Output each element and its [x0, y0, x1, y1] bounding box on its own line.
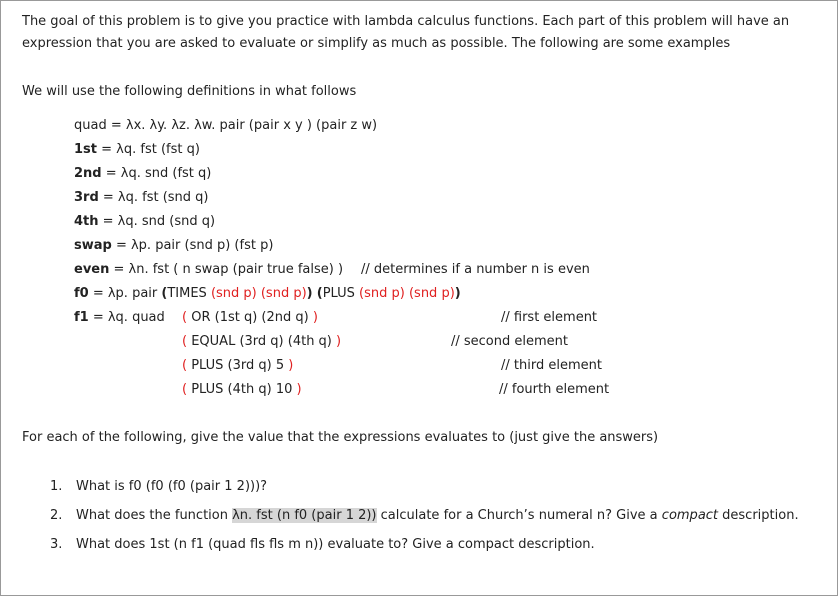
f1-row-comment: // third element [501, 358, 602, 373]
def-f0 [74, 285, 461, 303]
def-f0-paren: ( [161, 286, 168, 301]
def-1st [74, 141, 200, 159]
question-2-pre: What does the function [76, 508, 233, 523]
emphasis-compact: compact [661, 508, 719, 523]
def-f0-times-args: (snd p) (snd p) [210, 286, 307, 301]
def-1st-name: 1st [74, 142, 97, 157]
def-swap-name: swap [74, 238, 112, 253]
f1-row-body: PLUS (3rd q) 5 [191, 358, 289, 373]
f1-row [182, 333, 341, 351]
def-quad [74, 117, 377, 135]
f1-row-close: ) [336, 334, 342, 349]
f1-row-close: ) [296, 382, 302, 397]
def-quad-name: quad [74, 118, 107, 133]
f1-row-open: ( [182, 382, 192, 397]
f1-row-body: EQUAL (3rd q) (4th q) [191, 334, 337, 349]
def-f1 [74, 309, 165, 327]
def-1st-body: = λq. fst (fst q) [97, 142, 200, 157]
def-f0-name: f0 [74, 286, 89, 301]
f1-row-close: ) [288, 358, 294, 373]
question-text [76, 507, 799, 525]
def-f1-name: f1 [74, 310, 89, 325]
f1-row [182, 381, 302, 399]
intro-line-1: The goal of this problem is to give you practice with lambda calculus functions. Each part of this problem will have an [22, 14, 790, 29]
definitions-intro: We will use the following definitions in what follows [22, 84, 357, 99]
def-3rd-name: 3rd [74, 190, 99, 205]
f1-row-body: PLUS (4th q) 10 [191, 382, 297, 397]
f1-row-comment: // first element [501, 310, 598, 325]
def-quad-body: = λx. λy. λz. λw. pair (pair x y ) (pair z w) [106, 118, 378, 133]
intro-line-2: expression that you are asked to evaluate or simplify as much as possible. The following are some examples [22, 36, 731, 51]
def-2nd [74, 165, 211, 183]
question-2-mid: calculate for a Church’s numeral n? Give a [376, 508, 662, 523]
def-f0-plus: PLUS [322, 286, 360, 301]
def-swap-body: = λp. pair (snd p) (fst p) [111, 238, 274, 253]
f1-row-open: ( [182, 310, 192, 325]
f1-row-comment: // fourth element [499, 382, 610, 397]
def-f0-plus-args: (snd p) (snd p) [359, 286, 455, 301]
def-3rd [74, 189, 209, 207]
def-4th [74, 213, 215, 231]
f1-row-open: ( [182, 334, 192, 349]
def-2nd-name: 2nd [74, 166, 102, 181]
f1-row [182, 357, 293, 375]
def-even [74, 261, 343, 279]
def-even-body: = λn. fst ( n swap (pair true false) ) [109, 262, 344, 277]
def-f0-paren: ) [454, 286, 461, 301]
highlighted-expression: λn. fst (n f0 (pair 1 2)) [232, 508, 377, 523]
def-4th-name: 4th [74, 214, 99, 229]
def-f0-paren: ) [306, 286, 313, 301]
question-text: What does 1st (n f1 (quad fls fls m n)) evaluate to? Give a compact description. [76, 537, 595, 552]
f1-row-comment: // second element [451, 334, 568, 349]
f1-row [182, 309, 318, 327]
questions-intro: For each of the following, give the value that the expressions evaluates to (just give the answers) [22, 430, 659, 445]
def-f1-head: = λq. quad [88, 310, 165, 325]
def-f0-paren: ( [316, 286, 323, 301]
def-2nd-body: = λq. snd (fst q) [101, 166, 212, 181]
def-even-comment: // determines if a number n is even [361, 262, 590, 277]
def-swap [74, 237, 273, 255]
def-4th-body: = λq. snd (snd q) [98, 214, 216, 229]
question-number: 1. [50, 479, 63, 494]
f1-row-close: ) [312, 310, 318, 325]
question-2-post: description. [718, 508, 799, 523]
def-f0-body-start: = λp. pair [88, 286, 162, 301]
question-number: 2. [50, 508, 63, 523]
def-3rd-body: = λq. fst (snd q) [98, 190, 209, 205]
f1-row-open: ( [182, 358, 192, 373]
question-number: 3. [50, 537, 63, 552]
f1-row-body: OR (1st q) (2nd q) [191, 310, 313, 325]
def-f0-times: TIMES [167, 286, 211, 301]
question-text: What is f0 (f0 (f0 (pair 1 2)))? [76, 479, 268, 494]
def-even-name: even [74, 262, 110, 277]
